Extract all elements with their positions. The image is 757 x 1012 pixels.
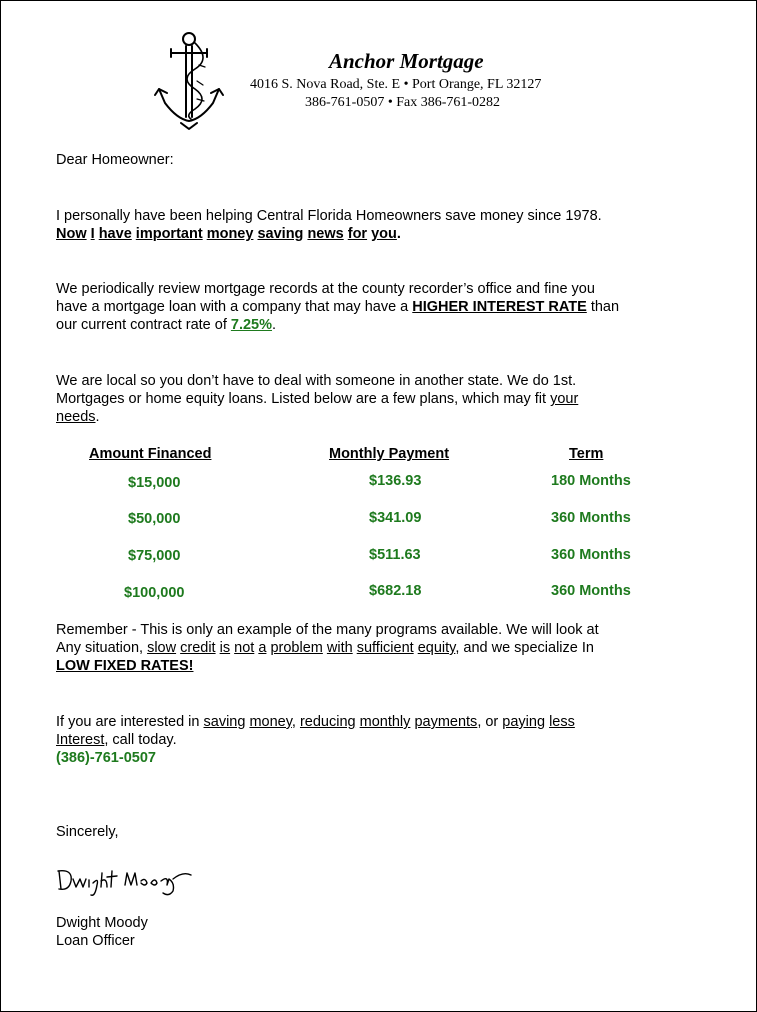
remember-text: , and we specialize In xyxy=(455,640,594,656)
interest-word: saving xyxy=(203,714,246,730)
review-text: than xyxy=(586,299,620,315)
local-text: Mortgages or home equity loans. Listed below are a few plans, which may fit xyxy=(56,391,551,407)
remember-word: problem xyxy=(270,640,323,656)
interest-line-1 xyxy=(56,713,706,731)
interest-word: money xyxy=(249,714,292,730)
low-fixed-rates: LOW FIXED RATES! xyxy=(56,658,194,674)
news-word: have xyxy=(98,226,132,242)
news-period: . xyxy=(396,226,401,242)
review-text: . xyxy=(272,317,277,333)
contact-phone: (386)-761-0507 xyxy=(56,750,156,766)
row-term: 360 Months xyxy=(551,547,631,563)
news-line xyxy=(56,225,706,243)
closing: Sincerely, xyxy=(56,824,119,840)
higher-rate-emphasis: HIGHER INTEREST RATE xyxy=(412,299,587,315)
company-address: 4016 S. Nova Road, Ste. E • Port Orange, FL 32127 xyxy=(250,77,542,92)
intro-line: I personally have been helping Central Florida Homeowners save money since 1978. xyxy=(56,208,602,224)
news-word: saving xyxy=(257,226,304,242)
local-line-3 xyxy=(56,408,706,426)
remember-word: is xyxy=(219,640,231,656)
remember-line-2 xyxy=(56,639,706,657)
company-name: Anchor Mortgage xyxy=(329,49,484,73)
news-word: news xyxy=(307,226,344,242)
interest-text: , xyxy=(291,714,300,730)
local-text: . xyxy=(95,409,100,425)
interest-word: reducing xyxy=(299,714,356,730)
local-paragraph xyxy=(56,372,706,426)
row-payment: $341.09 xyxy=(369,510,422,526)
signature-image xyxy=(55,859,195,899)
news-word: Now xyxy=(56,226,87,242)
interest-paragraph xyxy=(56,713,706,767)
contract-rate: 7.25% xyxy=(230,317,273,333)
news-word: you xyxy=(371,226,397,242)
salutation: Dear Homeowner: xyxy=(56,152,174,168)
interest-word: less xyxy=(549,714,575,730)
news-word: money xyxy=(206,226,254,242)
your-word: your xyxy=(550,391,579,407)
row-term: 360 Months xyxy=(551,583,631,599)
review-paragraph xyxy=(56,280,706,334)
local-line-1: We are local so you don’t have to deal with someone in another state. We do 1st. xyxy=(56,373,577,389)
row-amount: $50,000 xyxy=(128,511,181,527)
signer-name: Dwight Moody xyxy=(56,915,148,931)
review-line-2 xyxy=(56,298,706,316)
intro-paragraph xyxy=(56,207,706,243)
remember-word: slow xyxy=(147,640,177,656)
row-payment: $511.63 xyxy=(369,547,421,563)
news-word: for xyxy=(347,226,368,242)
remember-word: sufficient xyxy=(356,640,414,656)
local-line-2 xyxy=(56,390,706,408)
remember-word: equity xyxy=(417,640,456,656)
company-phone-fax: 386-761-0507 • Fax 386-761-0282 xyxy=(305,95,501,110)
col-header-amount: Amount Financed xyxy=(89,446,212,462)
news-word: I xyxy=(90,226,95,242)
interest-text: If you are interested in xyxy=(56,714,204,730)
review-line-1: We periodically review mortgage records at the county recorder’s office and fine you xyxy=(56,281,595,297)
col-header-payment: Monthly Payment xyxy=(329,446,450,462)
interest-text: , call today. xyxy=(104,732,177,748)
review-line-3 xyxy=(56,316,706,334)
col-header-term: Term xyxy=(569,446,604,462)
interest-text: , or xyxy=(477,714,503,730)
remember-paragraph xyxy=(56,621,706,675)
row-term: 180 Months xyxy=(551,473,631,489)
interest-word: Interest xyxy=(56,732,105,748)
interest-line-2 xyxy=(56,731,706,749)
needs-word: needs xyxy=(56,409,96,425)
row-term: 360 Months xyxy=(551,510,631,526)
row-amount: $75,000 xyxy=(128,548,181,564)
review-text: our current contract rate of xyxy=(56,317,231,333)
signer-title: Loan Officer xyxy=(56,933,135,949)
news-word: important xyxy=(135,226,203,242)
remember-word: with xyxy=(326,640,353,656)
interest-word: payments xyxy=(414,714,478,730)
remember-word: credit xyxy=(180,640,216,656)
row-payment: $136.93 xyxy=(369,473,422,489)
remember-line-1: Remember - This is only an example of the many programs available. We will look at xyxy=(56,622,599,638)
remember-word: not xyxy=(234,640,255,656)
anchor-icon xyxy=(151,29,237,133)
interest-word: monthly xyxy=(359,714,411,730)
remember-text: Any situation, xyxy=(56,640,148,656)
remember-word: a xyxy=(258,640,267,656)
signer-block xyxy=(56,914,706,950)
interest-word: paying xyxy=(502,714,546,730)
row-payment: $682.18 xyxy=(369,583,422,599)
row-amount: $15,000 xyxy=(128,475,181,491)
review-text: have a mortgage loan with a company that may have a xyxy=(56,299,413,315)
row-amount: $100,000 xyxy=(124,585,185,601)
